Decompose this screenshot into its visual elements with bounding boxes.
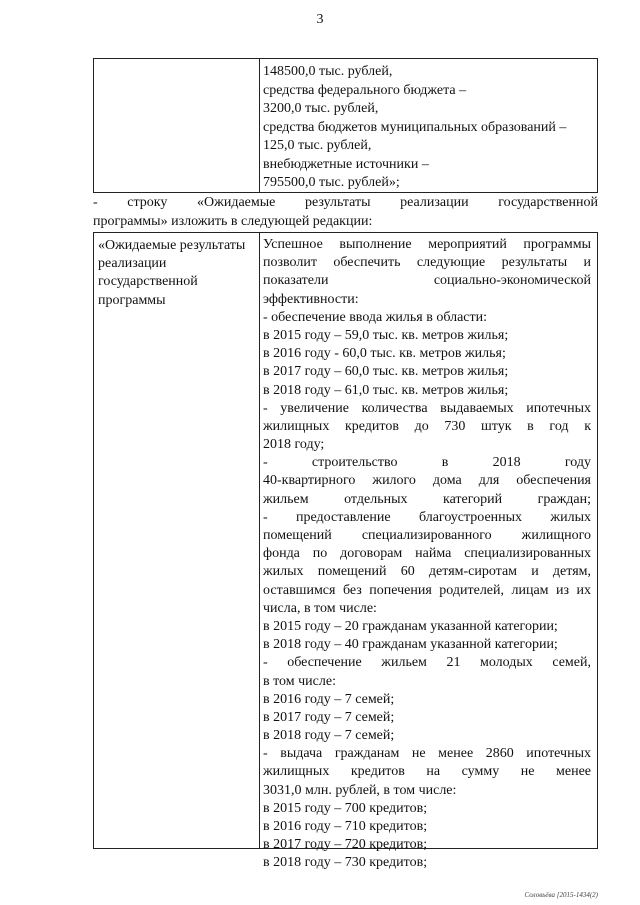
budget-table-fragment	[93, 58, 598, 193]
text-line: жильем отдельных категорий граждан;	[263, 491, 591, 507]
budget-cell	[263, 63, 591, 193]
text-line: 795500,0 тыс. рублей»;	[263, 175, 400, 190]
text-line: эффективности:	[263, 291, 359, 307]
expected-results-table	[93, 232, 598, 871]
text-line: средства федерального бюджета –	[263, 82, 467, 98]
text-line: оставшимся без попечения родителей, лицам из их	[263, 582, 591, 598]
text-line: средства бюджетов муниципальных образований –	[263, 119, 567, 135]
text-line: - предоставление благоустроенных жилых	[263, 509, 591, 525]
text-line: в 2018 году – 7 семей;	[263, 728, 395, 744]
text-line: 40-квартирного жилого дома для обеспечения	[263, 473, 591, 489]
text-line: в 2016 году – 7 семей;	[263, 691, 395, 707]
text-line: жилых помещений 60 детям-сиротам и детям,	[263, 564, 591, 580]
text-line: программы	[98, 292, 166, 308]
text-line: фонда по договорам найма специализированных	[263, 546, 591, 562]
text-line: программы» изложить в следующей редакции:	[93, 213, 373, 229]
expected-results-cell	[263, 236, 591, 873]
text-line: помещений специализированного жилищного	[263, 528, 591, 543]
document-footer: Соловьёва [2015-1434(2)	[524, 891, 598, 899]
text-line: в 2016 году - 60,0 тыс. кв. метров жилья;	[263, 346, 506, 362]
text-line: Успешное выполнение мероприятий программы	[263, 237, 591, 252]
text-line: внебюджетные источники –	[263, 156, 429, 172]
text-line: - обеспечение жильем 21 молодых семей,	[263, 655, 591, 671]
table-column-divider	[259, 59, 260, 192]
text-line: в 2015 году – 59,0 тыс. кв. метров жилья;	[263, 327, 509, 343]
text-line: числа, в том числе:	[263, 600, 377, 616]
text-line: 148500,0 тыс. рублей,	[263, 64, 393, 79]
text-line: в 2018 году – 40 гражданам указанной категории;	[263, 637, 558, 653]
text-line: - обеспечение ввода жилья в области:	[263, 309, 488, 325]
text-line: в 2017 году – 7 семей;	[263, 709, 395, 725]
table-column-divider	[259, 233, 260, 848]
text-line: жилищных кредитов до 730 штук в год к	[263, 418, 591, 434]
text-line: 2018 году;	[263, 437, 325, 453]
text-line: 125,0 тыс. рублей,	[263, 138, 372, 153]
text-line: показатели социально-экономической	[263, 273, 591, 289]
text-line: - строку «Ожидаемые результаты реализации государственной	[93, 195, 598, 210]
page-number: 3	[316, 12, 324, 27]
row-heading-cell	[98, 237, 256, 310]
text-line: реализации	[98, 256, 167, 272]
text-line: в 2016 году – 710 кредитов;	[263, 819, 428, 834]
text-line: 3031,0 млн. рублей, в том числе:	[263, 782, 457, 798]
text-line: «Ожидаемые результаты	[98, 238, 246, 253]
text-line: в 2015 году – 700 кредитов;	[263, 800, 428, 816]
text-line: - увеличение количества выдаваемых ипотечных	[263, 400, 591, 416]
text-line: позволит обеспечить следующие результаты и	[263, 255, 591, 271]
text-line: в 2017 году – 720 кредитов;	[263, 837, 428, 853]
text-line: жилищных кредитов на сумму не менее	[263, 764, 591, 780]
text-line: - выдача гражданам не менее 2860 ипотечных	[263, 746, 591, 762]
text-line: в том числе:	[263, 673, 336, 689]
text-line: в 2018 году – 730 кредитов;	[263, 855, 428, 871]
text-line: в 2015 году – 20 гражданам указанной категории;	[263, 618, 558, 634]
text-line: 3200,0 тыс. рублей,	[263, 101, 379, 116]
text-line: государственной	[98, 274, 198, 290]
text-line: в 2017 году – 60,0 тыс. кв. метров жилья;	[263, 364, 509, 380]
text-line: - строительство в 2018 году	[263, 455, 591, 471]
text-line: в 2018 году – 61,0 тыс. кв. метров жилья;	[263, 382, 509, 398]
amendment-instruction	[93, 193, 598, 230]
